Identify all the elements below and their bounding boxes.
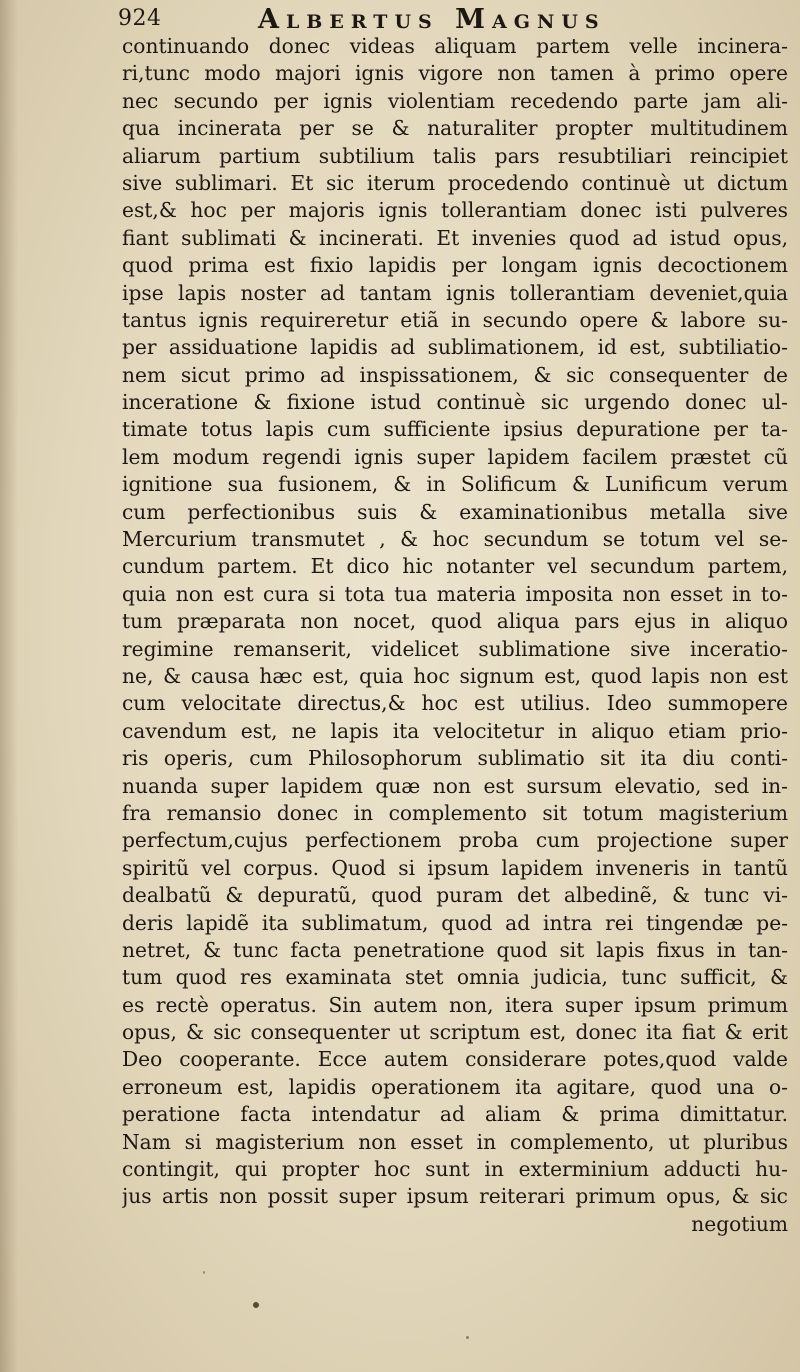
text-line: Mercurium transmutet , & hoc secundum se totum vel se- <box>122 527 788 552</box>
text-line: opus, & sic consequenter ut scriptum est, donec ita fiat & erit <box>122 1020 788 1045</box>
ink-speck <box>253 1302 259 1308</box>
text-line: quia non est cura si tota tua materia imposita non esset in to- <box>122 581 788 606</box>
gutter-shadow <box>0 0 18 1372</box>
text-line: quod prima est fixio lapidis per longam ignis decoctionem <box>122 253 788 278</box>
text-line: ri,tunc modo majori ignis vigore non tamen à primo opere <box>122 61 788 86</box>
text-line: ne, & causa hæc est, quia hoc signum est, quod lapis non est <box>122 663 788 688</box>
text-line: fiant sublimati & incinerati. Et invenies quod ad istud opus, <box>122 225 788 250</box>
running-head: Albertus Magnus <box>258 4 606 35</box>
text-line: Deo cooperante. Ecce autem considerare potes,quod valde <box>122 1047 788 1072</box>
text-line: continuando donec videas aliquam partem velle incinera- <box>122 34 788 58</box>
text-line: ris operis, cum Philosophorum sublimatio sit ita diu conti- <box>122 746 788 771</box>
text-line: timate totus lapis cum sufficiente ipsius depuratione per ta- <box>122 417 788 442</box>
text-line: erroneum est, lapidis operationem ita agitare, quod una o- <box>122 1074 788 1099</box>
body-text <box>122 33 788 1238</box>
text-line: nec secundo per ignis violentiam recedendo parte jam ali- <box>122 88 788 113</box>
text-line: nem sicut primo ad inspissationem, & sic consequenter de <box>122 362 788 387</box>
text-line: deris lapidẽ ita sublimatum, quod ad intra rei tingendæ pe- <box>122 910 788 935</box>
text-line: cundum partem. Et dico hic notanter vel secundum partem, <box>122 554 788 579</box>
text-line: ignitione sua fusionem, & in Solificum & Lunificum verum <box>122 472 788 497</box>
text-line: spiritũ vel corpus. Quod si ipsum lapidem inveneris in tantũ <box>122 855 788 880</box>
text-line: regimine remanserit, videlicet sublimatione sive inceratio- <box>122 636 788 661</box>
text-line: cavendum est, ne lapis ita velocitetur in aliquo etiam prio- <box>122 718 788 743</box>
text-line: Nam si magisterium non esset in complemento, ut pluribus <box>122 1129 788 1154</box>
text-line: fra remansio donec in complemento sit totum magisterium <box>122 800 788 825</box>
text-line: est,& hoc per majoris ignis tollerantiam donec isti pulveres <box>122 198 788 223</box>
text-line: sive sublimari. Et sic iterum procedendo continuè ut dictum <box>122 170 788 195</box>
text-line: ipse lapis noster ad tantam ignis tollerantiam deveniet,quia <box>122 280 788 305</box>
page-number: 924 <box>118 6 162 31</box>
text-line: per assiduatione lapidis ad sublimationem, id est, subtiliatio- <box>122 335 788 360</box>
text-line: es rectè operatus. Sin autem non, itera super ipsum primum <box>122 992 788 1017</box>
text-line: nuanda super lapidem quæ non est sursum elevatio, sed in- <box>122 773 788 798</box>
text-line: peratione facta intendatur ad aliam & prima dimittatur. <box>122 1102 788 1127</box>
text-line: inceratione & fixione istud continuè sic urgendo donec ul- <box>122 390 788 415</box>
ink-speck <box>203 1271 205 1274</box>
text-line: cum velocitate directus,& hoc est utilius. Ideo summopere <box>122 691 788 716</box>
text-line: negotium <box>691 1211 788 1236</box>
text-line: tantus ignis requireretur etiã in secundo opere & labore su- <box>122 307 788 332</box>
text-line: dealbatũ & depuratũ, quod puram det albedinẽ, & tunc vi- <box>122 883 788 908</box>
text-line: jus artis non possit super ipsum reiterari primum opus, & sic <box>122 1184 788 1209</box>
text-line: tum præparata non nocet, quod aliqua pars ejus in aliquo <box>122 609 788 634</box>
text-line: aliarum partium subtilium talis pars resubtiliari reincipiet <box>122 143 788 168</box>
text-line: tum quod res examinata stet omnia judicia, tunc sufficit, & <box>122 965 788 990</box>
text-line: lem modum regendi ignis super lapidem facilem præstet cũ <box>122 444 788 469</box>
text-line: qua incinerata per se & naturaliter propter multitudinem <box>122 116 788 141</box>
text-line: perfectum,cujus perfectionem proba cum projectione super <box>122 828 788 853</box>
text-line: contingit, qui propter hoc sunt in exterminium adducti hu- <box>122 1157 788 1182</box>
text-line: netret, & tunc facta penetratione quod sit lapis fixus in tan- <box>122 937 788 962</box>
ink-speck <box>466 1336 469 1339</box>
text-line: cum perfectionibus suis & examinationibus metalla sive <box>122 499 788 524</box>
